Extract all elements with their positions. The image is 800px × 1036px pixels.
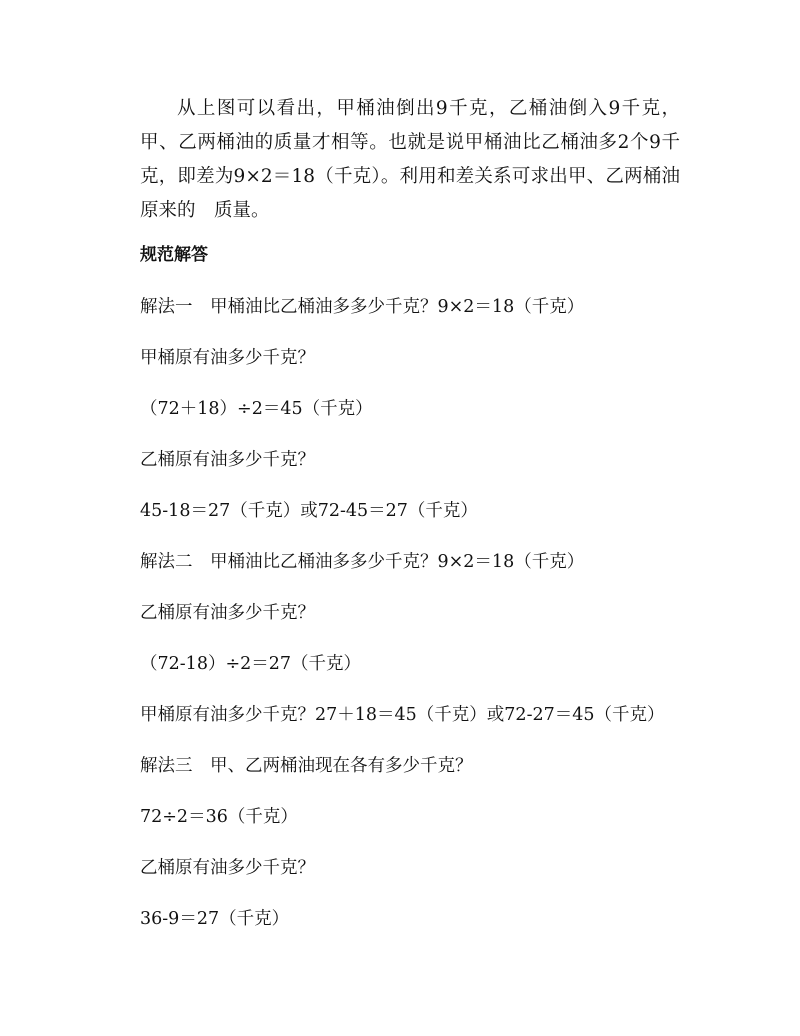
method-3-step-3: 36-9＝27（千克）	[140, 909, 290, 929]
method-3-step-1: 解法三 甲、乙两桶油现在各有多少千克？	[140, 756, 473, 776]
method-2-question-2: 乙桶原有油多少千克？	[140, 603, 315, 623]
method-1-question-2: 甲桶原有油多少千克？	[140, 348, 315, 368]
intro-paragraph: 从上图可以看出，甲桶油倒出9千克，乙桶油倒入9千克，甲、乙两桶油的质量才相等。也就是说甲桶油比乙桶油多2个9千克，即差为9×2＝18（千克）。利用和差关系可求出甲、乙两桶油原来的 质量。	[140, 98, 680, 221]
method-1-step-3: 45-18＝27（千克）或72-45＝27（千克）	[140, 501, 478, 521]
solution-heading: 规范解答	[140, 245, 208, 265]
method-1-question-3: 乙桶原有油多少千克？	[140, 450, 315, 470]
method-1-step-1: 解法一 甲桶油比乙桶油多多少千克？9×2＝18（千克）	[140, 297, 585, 317]
method-3-question-3: 乙桶原有油多少千克？	[140, 858, 315, 878]
method-2-step-3: 甲桶原有油多少千克？27＋18＝45（千克）或72-27＝45（千克）	[140, 705, 665, 725]
method-2-step-2: （72-18）÷2＝27（千克）	[140, 654, 362, 674]
method-2-step-1: 解法二 甲桶油比乙桶油多多少千克？9×2＝18（千克）	[140, 552, 585, 572]
method-3-step-2: 72÷2＝36（千克）	[140, 807, 298, 827]
method-1-step-2: （72＋18）÷2＝45（千克）	[140, 399, 373, 419]
